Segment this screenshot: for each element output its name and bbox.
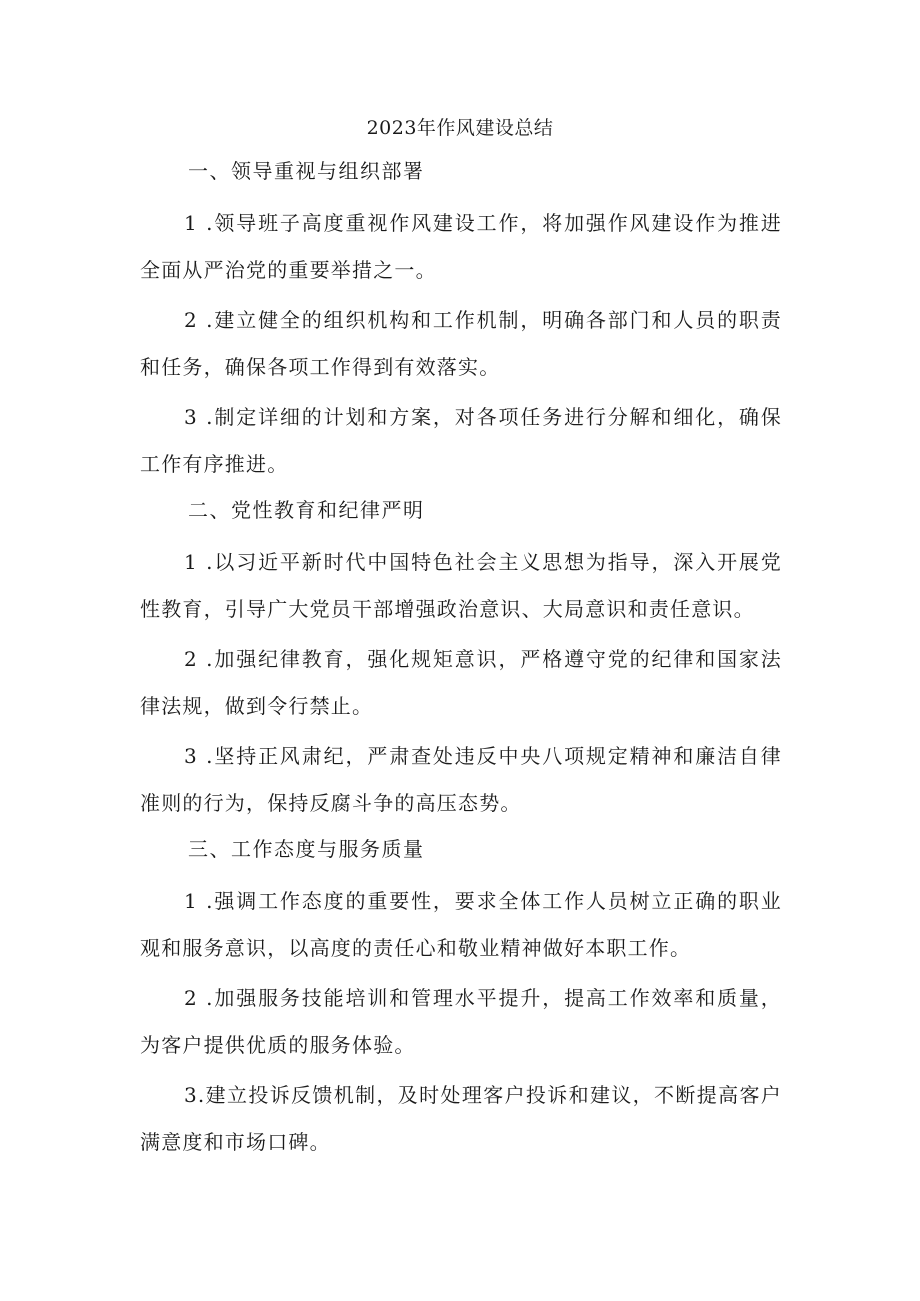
document-body: [140, 152, 782, 1169]
section-2-item-1: 1 .以习近平新时代中国特色社会主义思想为指导，深入开展党性教育，引导广大党员干部增强政治意识、大局意识和责任意识。: [140, 550, 782, 621]
section-2-item-3: 3 .坚持正风肃纪，严肃查处违反中央八项规定精神和廉洁自律准则的行为，保持反腐斗争的高压态势。: [140, 744, 782, 815]
section-3-item-3: 3.建立投诉反馈机制，及时处理客户投诉和建议，不断提高客户满意度和市场口碑。: [140, 1083, 782, 1154]
section-heading-3: 三、工作态度与服务质量: [188, 837, 425, 861]
section-3-item-2: 2 .加强服务技能培训和管理水平提升，提高工作效率和质量，为客户提供优质的服务体验。: [140, 986, 782, 1057]
section-1-item-1: 1 .领导班子高度重视作风建设工作，将加强作风建设作为推进全面从严治党的重要举措之一。: [140, 211, 782, 282]
section-3-item-1: 1 .强调工作态度的重要性，要求全体工作人员树立正确的职业观和服务意识，以高度的责任心和敬业精神做好本职工作。: [140, 889, 782, 960]
section-1-item-2: 2 .建立健全的组织机构和工作机制，明确各部门和人员的职责和任务，确保各项工作得到有效落实。: [140, 308, 782, 379]
section-2-item-2: 2 .加强纪律教育，强化规矩意识，严格遵守党的纪律和国家法律法规，做到令行禁止。: [140, 647, 782, 718]
document-title: 2023年作风建设总结: [366, 117, 554, 139]
section-heading-2: 二、党性教育和纪律严明: [188, 498, 425, 522]
section-heading-1: 一、领导重视与组织部署: [188, 159, 425, 183]
section-1-item-3: 3 .制定详细的计划和方案，对各项任务进行分解和细化，确保工作有序推进。: [140, 405, 782, 476]
